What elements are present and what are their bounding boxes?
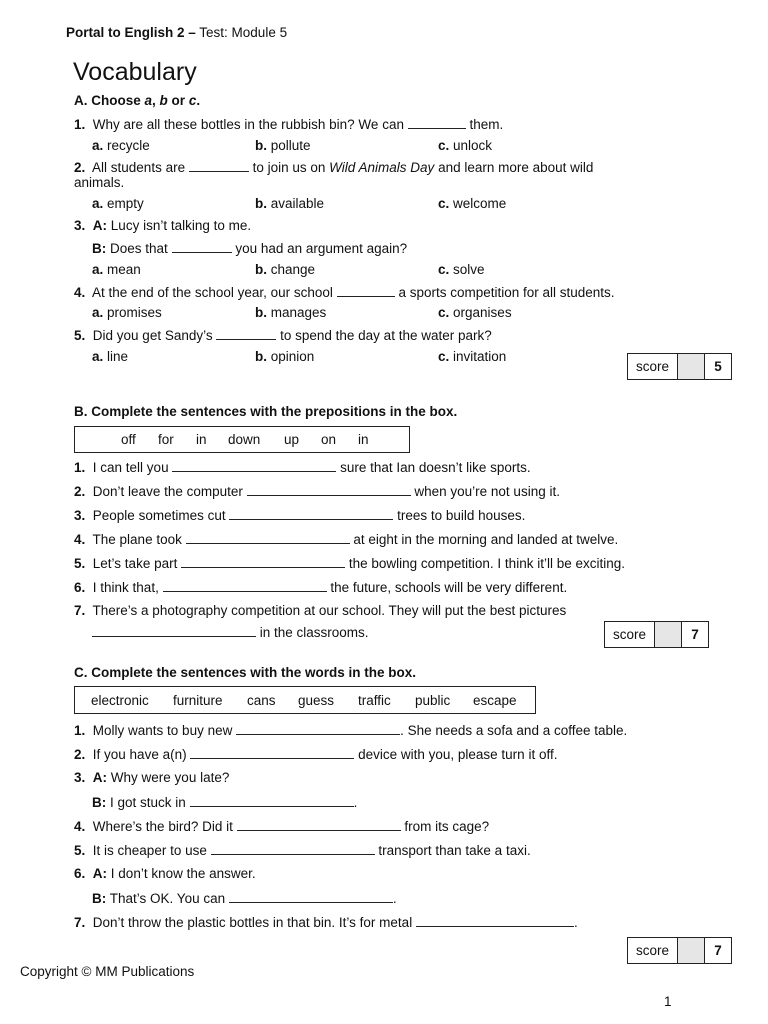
word-box-item: cans [247, 693, 276, 708]
score-box-b [604, 621, 709, 648]
header-title-bold: Portal to English 2 – [66, 25, 196, 40]
sentence-text: the bowling competition. I think it’ll be exciting. [345, 556, 625, 571]
sentence-c4 [74, 818, 489, 834]
sentence-b7 [74, 603, 566, 618]
option-text: manages [270, 305, 327, 320]
score-label: score [628, 938, 678, 963]
option-c[interactable] [438, 305, 512, 320]
question-a3-reply [92, 240, 407, 256]
question-a4 [74, 284, 615, 300]
sentence-text: I can tell you [92, 460, 173, 475]
option-text: pollute [270, 138, 311, 153]
sentence-text: transport than take a taxi. [374, 843, 531, 858]
question-text: to join us on [248, 160, 330, 175]
answer-blank[interactable] [190, 794, 354, 807]
option-c-letter: c [188, 93, 197, 108]
score-total: 7 [714, 943, 722, 958]
word-box-item: guess [298, 693, 335, 708]
word-box-item: escape [473, 693, 517, 708]
speaker-a-label: A: [92, 770, 108, 785]
sentence-text: The plane took [92, 532, 186, 547]
answer-blank[interactable] [181, 555, 345, 568]
option-text: line [107, 349, 129, 364]
sentence-b4 [74, 531, 618, 547]
sentence-c6-reply [92, 890, 397, 906]
sentence-text: Where’s the bird? Did it [92, 819, 237, 834]
question-text: to spend the day at the water park? [276, 328, 492, 343]
part-a-heading-text: A. Choose [74, 93, 145, 108]
sentence-text: . [573, 915, 578, 930]
score-input-cell[interactable] [678, 938, 705, 963]
page-number: 1 [664, 994, 672, 1009]
sentence-text: People sometimes cut [92, 508, 230, 523]
option-letter: b. [255, 262, 267, 277]
sentence-c7 [74, 914, 578, 930]
option-text: available [270, 196, 325, 211]
option-text: mean [107, 262, 141, 277]
option-c[interactable] [438, 138, 492, 153]
option-letter: b. [255, 138, 267, 153]
option-text: welcome [453, 196, 507, 211]
answer-blank[interactable] [236, 722, 400, 735]
option-letter: c. [438, 349, 450, 364]
sentence-b1 [74, 459, 531, 475]
sentence-b3 [74, 507, 525, 523]
score-label: score [628, 354, 678, 379]
answer-blank[interactable] [247, 483, 411, 496]
answer-blank[interactable] [186, 531, 350, 544]
sentence-b2 [74, 483, 560, 499]
option-letter: a. [92, 262, 104, 277]
question-number: 4. [74, 819, 86, 834]
option-letter: c. [438, 196, 450, 211]
sentence-text: If you have a(n) [92, 747, 191, 762]
option-a[interactable] [92, 349, 128, 364]
sentence-c5 [74, 842, 531, 858]
option-a[interactable] [92, 262, 141, 277]
sentence-c3-reply [92, 794, 357, 810]
option-c[interactable] [438, 196, 506, 211]
sentence-c2 [74, 746, 557, 762]
question-number: 6. [74, 580, 86, 595]
option-a-letter: a [144, 93, 153, 108]
answer-blank[interactable] [190, 746, 354, 759]
word-box-item: furniture [173, 693, 223, 708]
question-number: 6. [74, 866, 86, 881]
question-number: 5. [74, 328, 86, 343]
question-number: 2. [74, 160, 86, 175]
question-number: 7. [74, 603, 86, 618]
word-box-item: down [228, 432, 261, 447]
question-number: 1. [74, 723, 86, 738]
page-header [66, 25, 287, 40]
answer-blank[interactable] [337, 284, 395, 297]
question-number: 4. [74, 532, 86, 547]
sentence-text: from its cage? [400, 819, 490, 834]
option-b[interactable] [255, 349, 314, 364]
part-a-heading-end: . [196, 93, 201, 108]
speaker-a-label: A: [92, 866, 108, 881]
option-letter: a. [92, 196, 104, 211]
score-box-c [627, 937, 732, 964]
option-letter: c. [438, 138, 450, 153]
part-a-heading-sep: , [152, 93, 160, 108]
sentence-text: in the classrooms. [256, 625, 369, 640]
option-letter: a. [92, 349, 104, 364]
question-a3 [74, 218, 251, 233]
answer-blank[interactable] [229, 507, 393, 520]
sentence-b7-line2 [92, 624, 369, 640]
option-text: change [270, 262, 316, 277]
part-a-heading-or: or [167, 93, 189, 108]
part-c-heading: C. Complete the sentences with the words in the box. [74, 665, 417, 680]
sentence-text: It is cheaper to use [92, 843, 211, 858]
sentence-b6 [74, 579, 567, 595]
sentence-text: sure that Ian doesn’t like sports. [336, 460, 531, 475]
sentence-text: Don’t leave the computer [92, 484, 247, 499]
score-label: score [605, 622, 655, 647]
question-text: a sports competition for all students. [394, 285, 615, 300]
option-letter: c. [438, 305, 450, 320]
dialogue-text: I don’t know the answer. [110, 866, 256, 881]
sentence-text: . She needs a sofa and a coffee table. [400, 723, 628, 738]
score-input-cell[interactable] [678, 354, 705, 379]
dialogue-text: . [353, 795, 358, 810]
question-number: 5. [74, 556, 86, 571]
sentence-c6 [74, 866, 256, 881]
sentence-text: at eight in the morning and landed at twelve. [349, 532, 619, 547]
option-a[interactable] [92, 305, 162, 320]
question-a2-line2: animals. [74, 175, 125, 190]
answer-blank[interactable] [216, 327, 276, 340]
question-number: 4. [74, 285, 86, 300]
sentence-text: trees to build houses. [393, 508, 526, 523]
option-text: unlock [453, 138, 493, 153]
option-b[interactable] [255, 138, 311, 153]
sentence-text: Don’t throw the plastic bottles in that bin. It’s for metal [92, 915, 416, 930]
word-box-item: off [121, 432, 136, 447]
option-letter: a. [92, 305, 104, 320]
sentence-text: Let’s take part [92, 556, 182, 571]
dialogue-text: Why were you late? [110, 770, 230, 785]
question-number: 5. [74, 843, 86, 858]
option-a[interactable] [92, 196, 144, 211]
sentence-text: There’s a photography competition at our school. They will put the best pictures [92, 603, 567, 618]
section-title: Vocabulary [73, 58, 197, 86]
answer-blank[interactable] [172, 459, 336, 472]
question-a1 [74, 116, 503, 132]
option-text: opinion [270, 349, 315, 364]
question-number: 3. [74, 770, 86, 785]
score-box-a [627, 353, 732, 380]
answer-blank[interactable] [92, 624, 256, 637]
word-box-item: for [158, 432, 174, 447]
option-letter: a. [92, 138, 104, 153]
word-box-item: traffic [358, 693, 391, 708]
dialogue-text: I got stuck in [110, 795, 190, 810]
sentence-text: when you’re not using it. [410, 484, 560, 499]
option-letter: b. [255, 349, 267, 364]
question-text: Why are all these bottles in the rubbish bin? We can [92, 117, 408, 132]
sentence-text: device with you, please turn it off. [354, 747, 558, 762]
option-text: invitation [453, 349, 507, 364]
question-text: and learn more about wild [434, 160, 594, 175]
option-text: recycle [107, 138, 150, 153]
question-text: them. [465, 117, 504, 132]
question-number: 7. [74, 915, 86, 930]
question-text: At the end of the school year, our school [92, 285, 337, 300]
speaker-b-label: B: [92, 241, 107, 256]
word-box-item: electronic [91, 693, 149, 708]
answer-blank[interactable] [237, 818, 401, 831]
option-c[interactable] [438, 349, 506, 364]
event-name: Wild Animals Day [329, 160, 435, 175]
question-number: 1. [74, 117, 86, 132]
answer-blank[interactable] [416, 914, 574, 927]
option-letter: b. [255, 305, 267, 320]
answer-blank[interactable] [189, 159, 249, 172]
answer-blank[interactable] [211, 842, 375, 855]
sentence-c1 [74, 722, 627, 738]
option-text: empty [107, 196, 144, 211]
option-c[interactable] [438, 262, 485, 277]
dialogue-text: Lucy isn’t talking to me. [110, 218, 252, 233]
score-total: 5 [714, 359, 722, 374]
option-text: organises [453, 305, 512, 320]
answer-blank[interactable] [229, 890, 393, 903]
answer-blank[interactable] [163, 579, 327, 592]
dialogue-text: you had an argument again? [231, 241, 408, 256]
dialogue-text: That’s OK. You can [109, 891, 229, 906]
word-box-item: up [284, 432, 300, 447]
question-number: 1. [74, 460, 86, 475]
answer-blank[interactable] [172, 240, 232, 253]
option-letter: c. [438, 262, 450, 277]
question-number: 3. [74, 218, 86, 233]
option-text: promises [107, 305, 162, 320]
question-a2 [74, 159, 593, 175]
question-a5 [74, 327, 492, 343]
part-b-heading: B. Complete the sentences with the prepositions in the box. [74, 404, 458, 419]
header-title-rest: Test: Module 5 [195, 25, 288, 40]
option-text: solve [453, 262, 485, 277]
part-a-heading [74, 93, 200, 108]
option-b[interactable] [255, 305, 326, 320]
word-box-item: public [415, 693, 451, 708]
question-text: All students are [92, 160, 189, 175]
sentence-text: Molly wants to buy new [92, 723, 237, 738]
prepositions-word-box [74, 426, 410, 453]
sentence-c3 [74, 770, 229, 785]
option-b[interactable] [255, 196, 324, 211]
option-letter: b. [255, 196, 267, 211]
option-b-letter: b [159, 93, 168, 108]
speaker-b-label: B: [92, 795, 107, 810]
word-box-item: in [196, 432, 207, 447]
question-number: 3. [74, 508, 86, 523]
question-number: 2. [74, 747, 86, 762]
word-box-item: in [358, 432, 369, 447]
dialogue-text: Does that [110, 241, 172, 256]
speaker-b-label: B: [92, 891, 107, 906]
option-b[interactable] [255, 262, 315, 277]
question-number: 2. [74, 484, 86, 499]
sentence-text: I think that, [92, 580, 163, 595]
option-a[interactable] [92, 138, 150, 153]
word-box-item: on [321, 432, 337, 447]
words-word-box [74, 686, 536, 714]
answer-blank[interactable] [408, 116, 466, 129]
score-total: 7 [691, 627, 699, 642]
copyright-notice: Copyright © MM Publications [20, 964, 195, 979]
score-input-cell[interactable] [655, 622, 682, 647]
sentence-b5 [74, 555, 625, 571]
dialogue-text: . [392, 891, 397, 906]
speaker-a-label: A: [92, 218, 108, 233]
question-text: Did you get Sandy’s [92, 328, 217, 343]
sentence-text: the future, schools will be very different. [326, 580, 568, 595]
